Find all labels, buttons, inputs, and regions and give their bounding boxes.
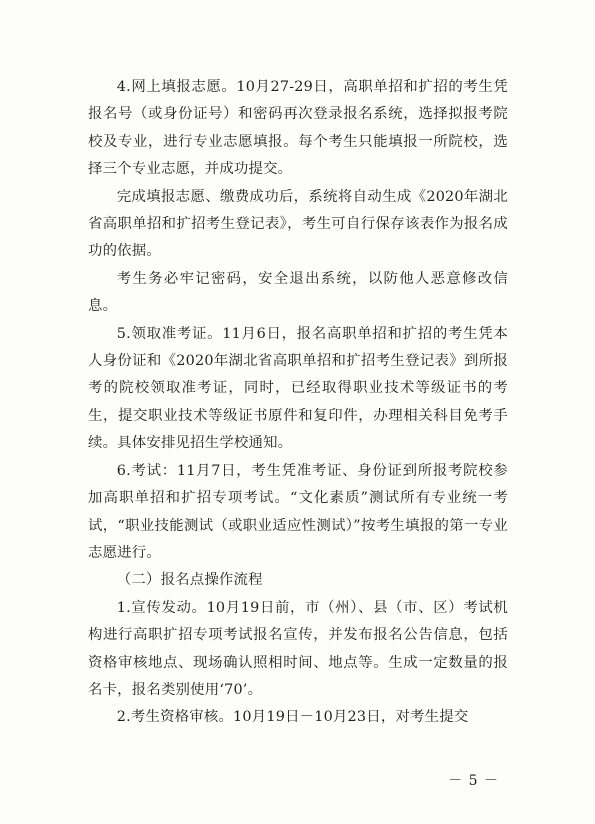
page-number: － 5 － xyxy=(448,773,499,789)
paragraph-online-application: 4.网上填报志愿。10月27-29日，高职单招和扩招的考生凭报名号（或身份证号）和密码再次登录报名系统，选择拟报考院校及专业，进行专业志愿填报。每个考生只能填报一所院校，选择三个专业志愿，并成功提交。 xyxy=(88,79,508,178)
document-body xyxy=(88,74,508,732)
paragraph-exam: 6.考试：11月7日，考生凭准考证、身份证到所报考院校参加高职单招和扩招专项考试。“文化素质”测试所有专业统一考试，“职业技能测试（或职业适应性测试）”按考生填报的第一专业志愿进行。 xyxy=(88,462,508,561)
paragraph-eligibility-review: 2.考生资格审核。10月19日－10月23日，对考生提交 xyxy=(116,709,469,726)
paragraph-password-notice: 考生务必牢记密码，安全退出系统，以防他人恶意修改信息。 xyxy=(88,270,508,315)
paragraph-publicity: 1.宣传发动。10月19日前，市（州）、县（市、区）考试机构进行高职扩招专项考试报名宣传，并发布报名公告信息，包括资格审核地点、现场确认照相时间、地点等。生成一定数量的报名卡，报名类别使用‘70’。 xyxy=(88,599,508,698)
section-heading-registration-process: （二）报名点操作流程 xyxy=(116,572,263,589)
paragraph-registration-form: 完成填报志愿、缴费成功后，系统将自动生成《2020年湖北省高职单招和扩招考生登记表》，考生可自行保存该表作为报名成功的依据。 xyxy=(88,188,508,260)
paragraph-admission-ticket: 5.领取准考证。11月6日，报名高职单招和扩招的考生凭本人身份证和《2020年湖北省高职单招和扩招考生登记表》到所报考的院校领取准考证，同时，已经取得职业技术等级证书的考生，提交职业技术等级证书原件和复印件，办理相关科目免考手续。具体安排见招生学校通知。 xyxy=(88,325,508,452)
